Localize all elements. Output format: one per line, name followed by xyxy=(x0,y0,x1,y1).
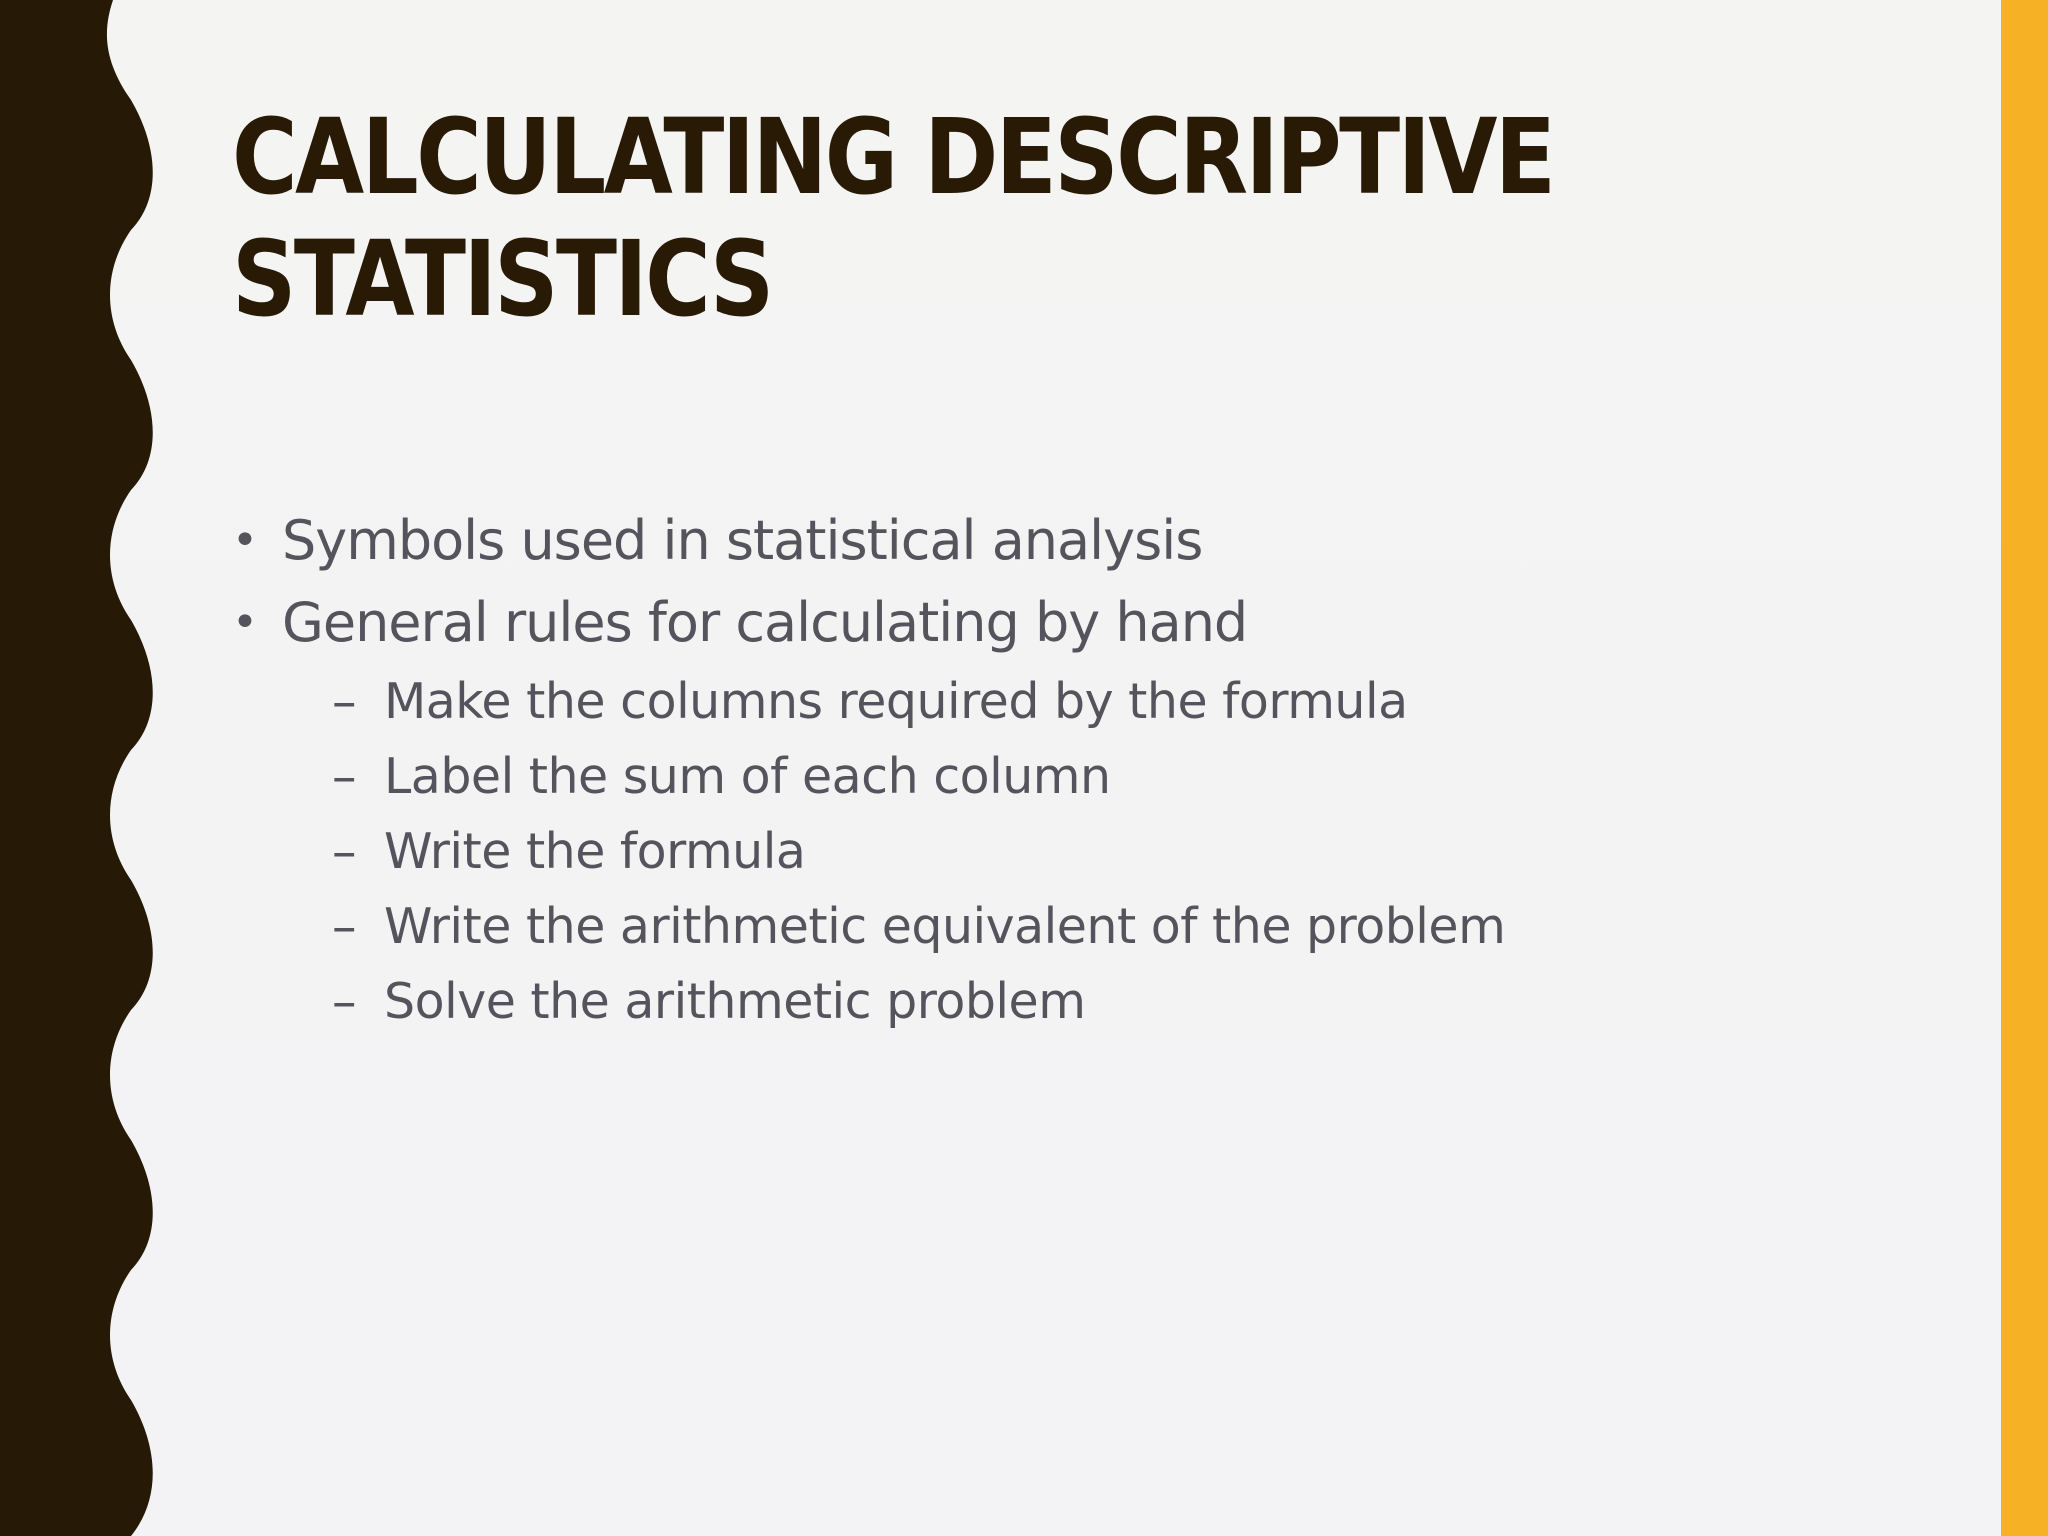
sub-bullet-marker: – xyxy=(332,973,356,1030)
bullet-text: Symbols used in statistical analysis xyxy=(282,509,1203,572)
sub-bullet-marker: – xyxy=(332,823,356,880)
sub-bullet-text: Make the columns required by the formula xyxy=(384,673,1408,730)
bullet-item xyxy=(232,582,1832,664)
bullet-marker: • xyxy=(232,597,257,648)
sub-bullet-item xyxy=(232,739,1832,814)
slide-title xyxy=(232,96,1694,340)
bullet-list xyxy=(232,500,1832,1039)
sub-bullet-marker: – xyxy=(332,673,356,730)
wavy-side-band xyxy=(0,0,160,1536)
sub-bullet-item xyxy=(232,889,1832,964)
sub-bullet-item xyxy=(232,664,1832,739)
sub-bullet-item xyxy=(232,964,1832,1039)
sub-bullet-marker: – xyxy=(332,748,356,805)
sub-bullet-text: Write the arithmetic equivalent of the problem xyxy=(384,898,1506,955)
wave-shape xyxy=(0,0,153,1536)
sub-bullet-marker: – xyxy=(332,898,356,955)
title-line-2: STATISTICS xyxy=(232,218,772,340)
sub-bullet-text: Label the sum of each column xyxy=(384,748,1111,805)
bullet-text: General rules for calculating by hand xyxy=(282,591,1248,654)
sub-bullet-text: Solve the arithmetic problem xyxy=(384,973,1086,1030)
bullet-item xyxy=(232,500,1832,582)
sub-bullet-text: Write the formula xyxy=(384,823,806,880)
accent-side-bar xyxy=(2001,0,2048,1536)
sub-bullet-item xyxy=(232,814,1832,889)
title-line-1: CALCULATING DESCRIPTIVE xyxy=(232,96,1554,218)
bullet-marker: • xyxy=(232,515,257,566)
